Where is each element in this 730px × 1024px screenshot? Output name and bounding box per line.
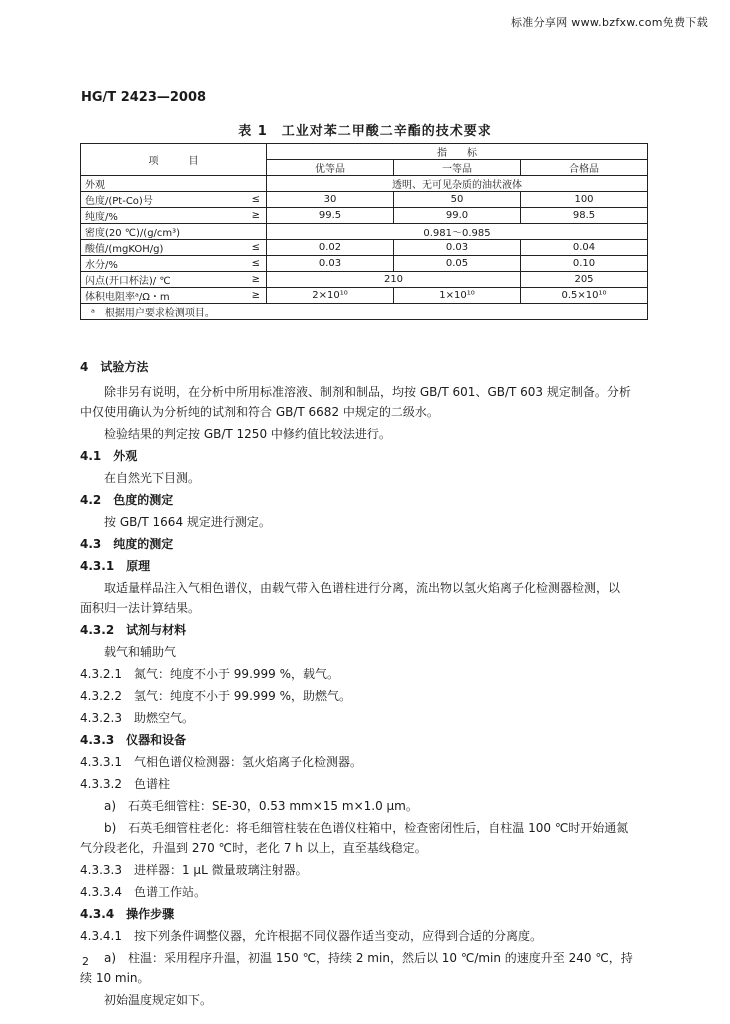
- table-row: [81, 240, 648, 256]
- text-line: a) 石英毛细管柱：SE-30，0.53 mm×15 m×1.0 μm。: [104, 799, 418, 813]
- row-value: 1×10¹⁰: [394, 288, 521, 304]
- text-line: 取适量样品注入气相色谱仪，由载气带入色谱柱进行分离，流出物以氢火焰离子化检测器检测，以: [104, 581, 621, 595]
- section-heading: 4.3.4 操作步骤: [80, 907, 175, 921]
- text-line: 4.3.2.2 氢气：纯度不小于 99.999 %，助燃气。: [80, 689, 352, 703]
- row-item: 酸值/(mgKOH/g): [81, 240, 245, 256]
- table-row: [81, 208, 648, 224]
- text-line: 4.3.2.1 氮气：纯度不小于 99.999 %，载气。: [80, 667, 340, 681]
- text-line: 续 10 min。: [80, 971, 150, 985]
- row-symbol: ≥: [244, 272, 267, 288]
- table-header-row: [81, 144, 648, 160]
- table-row: [81, 192, 648, 208]
- text-line: a) 柱温：采用程序升温，初温 150 ℃，持续 2 min，然后以 10 ℃/min 的速度升至 240 ℃，持: [104, 951, 633, 965]
- section-heading: 4.1 外观: [80, 449, 138, 463]
- row-value: 0.981～0.985: [267, 224, 648, 240]
- table-title: 表 1 工业对苯二甲酸二辛酯的技术要求: [238, 124, 492, 139]
- row-value: 98.5: [521, 208, 648, 224]
- row-item: 纯度/%: [81, 208, 245, 224]
- table-footnote-row: [81, 304, 648, 320]
- table-row: [81, 272, 648, 288]
- text-line: 载气和辅助气: [104, 645, 177, 659]
- row-item: 密度(20 ℃)/(g/cm³): [81, 224, 245, 240]
- grade-cell: 一等品: [394, 160, 521, 176]
- text-line: 初始温度规定如下。: [104, 993, 213, 1007]
- text-line: 除非另有说明，在分析中所用标准溶液、制剂和制品，均按 GB/T 601、GB/T 603 规定制备。分析: [104, 385, 631, 399]
- text-line: 4.3.4.1 按下列条件调整仪器，允许根据不同仪器作适当变动，应得到合适的分离度。: [80, 929, 542, 943]
- section-heading: 4.3.2 试剂与材料: [80, 623, 187, 637]
- row-value: 透明、无可见杂质的油状液体: [267, 176, 648, 192]
- spec-table: [80, 143, 648, 320]
- site-watermark: 标准分享网 www.bzfxw.com免费下载: [511, 16, 708, 29]
- row-symbol: ≤: [244, 192, 267, 208]
- header-index: 指 标: [267, 144, 648, 160]
- row-value: 0.5×10¹⁰: [521, 288, 648, 304]
- row-item: 体积电阻率ᵃ/Ω・m: [81, 288, 245, 304]
- text-line: 在自然光下目测。: [104, 471, 201, 485]
- section-heading: 4.3.3 仪器和设备: [80, 733, 187, 747]
- row-value: 0.03: [267, 256, 394, 272]
- text-line: 中仅使用确认为分析纯的试剂和符合 GB/T 6682 中规定的二级水。: [80, 405, 439, 419]
- section-heading: 4 试验方法: [80, 360, 149, 374]
- standard-number: HG/T 2423—2008: [81, 90, 207, 105]
- text-line: 4.3.3.2 色谱柱: [80, 777, 170, 791]
- grade-cell: 合格品: [521, 160, 648, 176]
- row-value: 30: [267, 192, 394, 208]
- row-symbol: [244, 224, 267, 240]
- text-line: 气分段老化，升温到 270 ℃时，老化 7 h 以上，直至基线稳定。: [80, 841, 427, 855]
- row-symbol: ≤: [244, 240, 267, 256]
- row-value: 0.04: [521, 240, 648, 256]
- row-value: 99.5: [267, 208, 394, 224]
- row-value: 0.05: [394, 256, 521, 272]
- page-number: 2: [82, 955, 89, 968]
- text-line: 4.3.3.4 色谱工作站。: [80, 885, 206, 899]
- row-value: 210: [267, 272, 521, 288]
- text-line: 4.3.3.3 进样器：1 μL 微量玻璃注射器。: [80, 863, 308, 877]
- section-heading: 4.2 色度的测定: [80, 493, 174, 507]
- row-value: 0.02: [267, 240, 394, 256]
- table-row: [81, 224, 648, 240]
- text-line: 4.3.3.1 气相色谱仪检测器：氢火焰离子化检测器。: [80, 755, 362, 769]
- text-line: 面积归一法计算结果。: [80, 601, 201, 615]
- text-line: 按 GB/T 1664 规定进行测定。: [104, 515, 271, 529]
- text-line: 检验结果的判定按 GB/T 1250 中修约值比较法进行。: [104, 427, 391, 441]
- grade-cell: 优等品: [267, 160, 394, 176]
- table-footnote: ᵃ 根据用户要求检测项目。: [81, 304, 648, 320]
- row-item: 闪点(开口杯法)/ ℃: [81, 272, 245, 288]
- row-item: 色度/(Pt-Co)号: [81, 192, 245, 208]
- row-value: 99.0: [394, 208, 521, 224]
- row-item: 水分/%: [81, 256, 245, 272]
- row-value: 0.03: [394, 240, 521, 256]
- row-value: 50: [394, 192, 521, 208]
- row-symbol: ≥: [244, 288, 267, 304]
- table-row: [81, 256, 648, 272]
- row-symbol: ≤: [244, 256, 267, 272]
- row-value: 0.10: [521, 256, 648, 272]
- row-value: 205: [521, 272, 648, 288]
- section-heading: 4.3 纯度的测定: [80, 537, 174, 551]
- row-symbol: [244, 176, 267, 192]
- text-line: b) 石英毛细管柱老化：将毛细管柱装在色谱仪柱箱中，检查密闭性后，自柱温 100 ℃时开始通氮: [104, 821, 629, 835]
- text-line: 4.3.2.3 助燃空气。: [80, 711, 194, 725]
- table-row: [81, 176, 648, 192]
- row-value: 100: [521, 192, 648, 208]
- row-value: 2×10¹⁰: [267, 288, 394, 304]
- section-heading: 4.3.1 原理: [80, 559, 151, 573]
- header-item: 项 目: [81, 144, 267, 176]
- table-row: [81, 288, 648, 304]
- row-symbol: ≥: [244, 208, 267, 224]
- row-item: 外观: [81, 176, 245, 192]
